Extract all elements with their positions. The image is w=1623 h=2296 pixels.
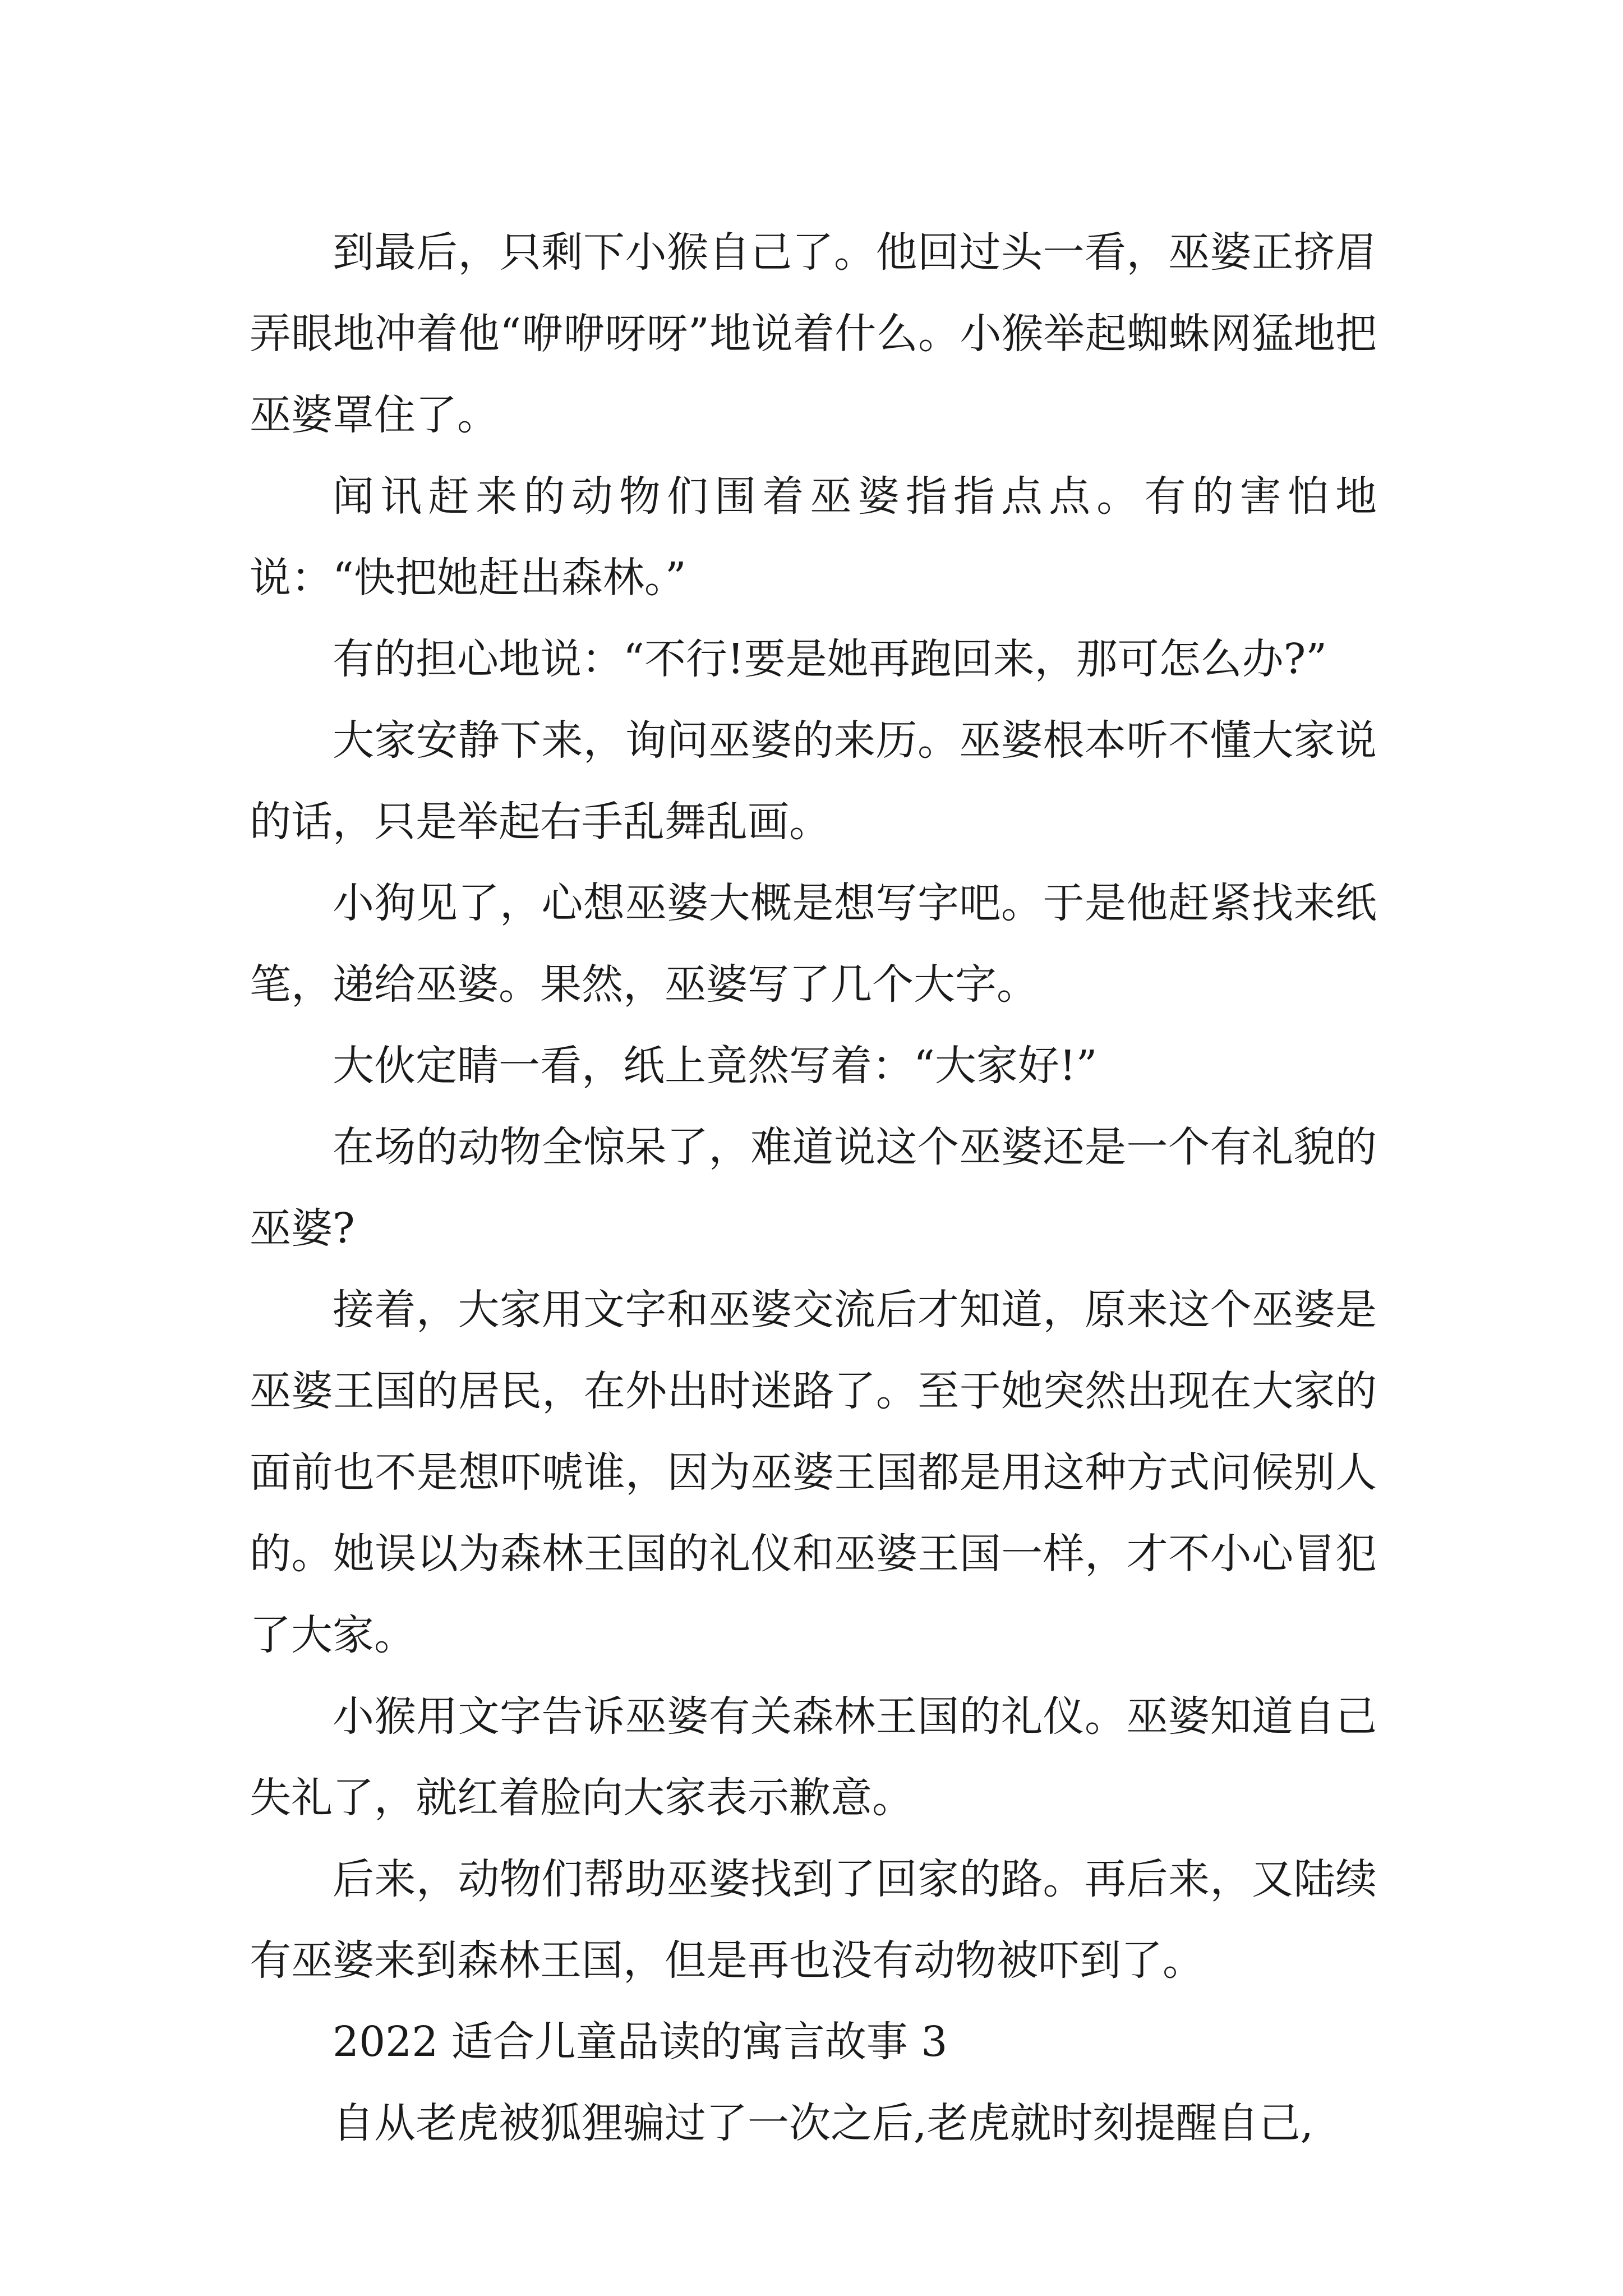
paragraph-6: 大伙定睛一看，纸上竟然写着：“大家好!” xyxy=(333,1042,1098,1090)
paragraph-11: 自从老虎被狐狸骗过了一次之后,老虎就时刻提醒自己, xyxy=(333,2099,1314,2147)
paragraph-8: 接着，大家用文字和巫婆交流后才知道，原来这个巫婆是巫婆王国的居民，在外出时迷路了。至于她突然出现在大家的面前也不是想吓唬谁，因为巫婆王国都是用这种方式问候别人的。她误以为森林王国的礼仪和巫婆王国一样，才不小心冒犯了大家。 xyxy=(250,1286,1377,1659)
paragraph-9: 小猴用文字告诉巫婆有关森林王国的礼仪。巫婆知道自己失礼了，就红着脸向大家表示歉意。 xyxy=(250,1692,1377,1822)
paragraph-2: 闻讯赶来的动物们围着巫婆指指点点。有的害怕地说：“快把她赶出森林。” xyxy=(250,472,1377,602)
paragraph-5: 小狗见了，心想巫婆大概是想写字吧。于是他赶紧找来纸笔，递给巫婆。果然，巫婆写了几个大字。 xyxy=(250,879,1377,1009)
paragraph-7: 在场的动物全惊呆了，难道说这个巫婆还是一个有礼貌的巫婆? xyxy=(250,1123,1377,1253)
document-body xyxy=(250,212,1377,2164)
paragraph-10: 后来，动物们帮助巫婆找到了回家的路。再后来，又陆续有巫婆来到森林王国，但是再也没有动物被吓到了。 xyxy=(250,1855,1377,1985)
paragraph-4: 大家安静下来，询问巫婆的来历。巫婆根本听不懂大家说的话，只是举起右手乱舞乱画。 xyxy=(250,716,1377,846)
paragraph-3: 有的担心地说：“不行!要是她再跑回来，那可怎么办?” xyxy=(333,635,1327,683)
section-heading: 2022 适合儿童品读的寓言故事 3 xyxy=(333,2018,948,2066)
paragraph-1: 到最后，只剩下小猴自己了。他回过头一看，巫婆正挤眉弄眼地冲着他“咿咿呀呀”地说着什么。小猴举起蜘蛛网猛地把巫婆罩住了。 xyxy=(250,228,1377,439)
